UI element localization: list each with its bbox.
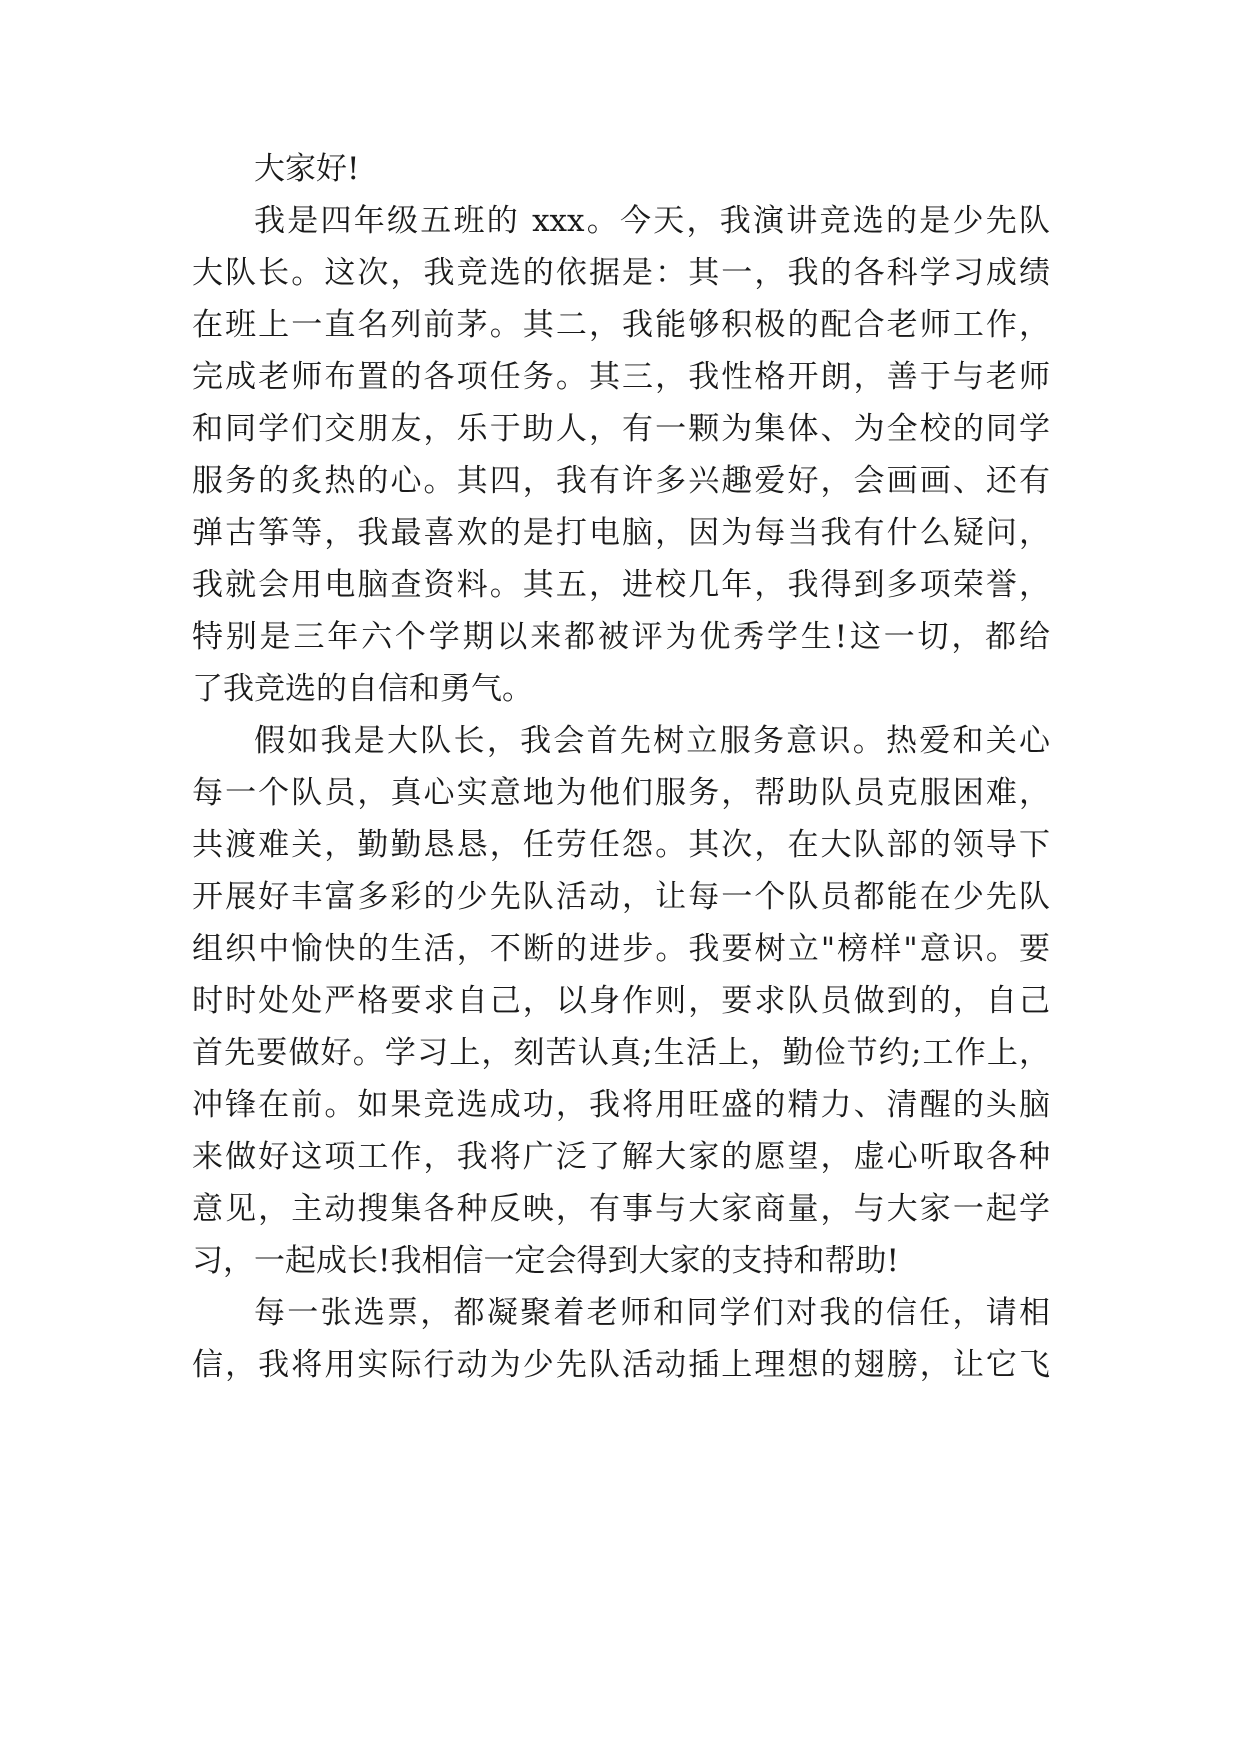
paragraph-2-line-7: 首先要做好。学习上，刻苦认真;生活上，勤俭节约;工作上， [192,1035,1050,1071]
paragraph-1-line-7: 弹古筝等，我最喜欢的是打电脑，因为每当我有什么疑问， [192,515,1050,551]
paragraph-3-line-2: 信，我将用实际行动为少先队活动插上理想的翅膀，让它飞 [192,1347,1050,1383]
paragraph-2-line-5: 组织中愉快的生活，不断的进步。我要树立"榜样"意识。要 [192,931,1050,967]
paragraph-2-line-4: 开展好丰富多彩的少先队活动，让每一个队员都能在少先队 [192,879,1050,915]
paragraph-3-line-1: 每一张选票，都凝聚着老师和同学们对我的信任，请相 [254,1295,1050,1331]
paragraph-2-line-6: 时时处处严格要求自己，以身作则，要求队员做到的，自己 [192,983,1050,1019]
paragraph-1-line-4: 完成老师布置的各项任务。其三，我性格开朗，善于与老师 [192,359,1050,395]
paragraph-2-line-8: 冲锋在前。如果竞选成功，我将用旺盛的精力、清醒的头脑 [192,1087,1050,1123]
paragraph-2-line-9: 来做好这项工作，我将广泛了解大家的愿望，虚心听取各种 [192,1139,1050,1175]
paragraph-1-line-2: 大队长。这次，我竞选的依据是：其一，我的各科学习成绩 [192,255,1050,291]
paragraph-2-line-2: 每一个队员，真心实意地为他们服务，帮助队员克服困难， [192,775,1050,811]
paragraph-1-line-5: 和同学们交朋友，乐于助人，有一颗为集体、为全校的同学 [192,411,1050,447]
paragraph-2-line-3: 共渡难关，勤勤恳恳，任劳任怨。其次，在大队部的领导下 [192,827,1050,863]
paragraph-1-line-8: 我就会用电脑查资料。其五，进校几年，我得到多项荣誉， [192,567,1050,603]
paragraph-2-line-10: 意见，主动搜集各种反映，有事与大家商量，与大家一起学 [192,1191,1050,1227]
paragraph-1-line-1: 我是四年级五班的 xxx。今天，我演讲竞选的是少先队 [254,203,1050,239]
paragraph-1-line-6: 服务的炙热的心。其四，我有许多兴趣爱好，会画画、还有 [192,463,1050,499]
greeting-line: 大家好! [254,151,360,187]
paragraph-2-line-11: 习，一起成长!我相信一定会得到大家的支持和帮助! [192,1243,899,1279]
paragraph-1-line-3: 在班上一直名列前茅。其二，我能够积极的配合老师工作， [192,307,1050,343]
paragraph-1-line-9: 特别是三年六个学期以来都被评为优秀学生!这一切，都给 [192,619,1050,655]
paragraph-1-line-10: 了我竞选的自信和勇气。 [192,671,533,707]
paragraph-2-line-1: 假如我是大队长，我会首先树立服务意识。热爱和关心 [254,723,1050,759]
